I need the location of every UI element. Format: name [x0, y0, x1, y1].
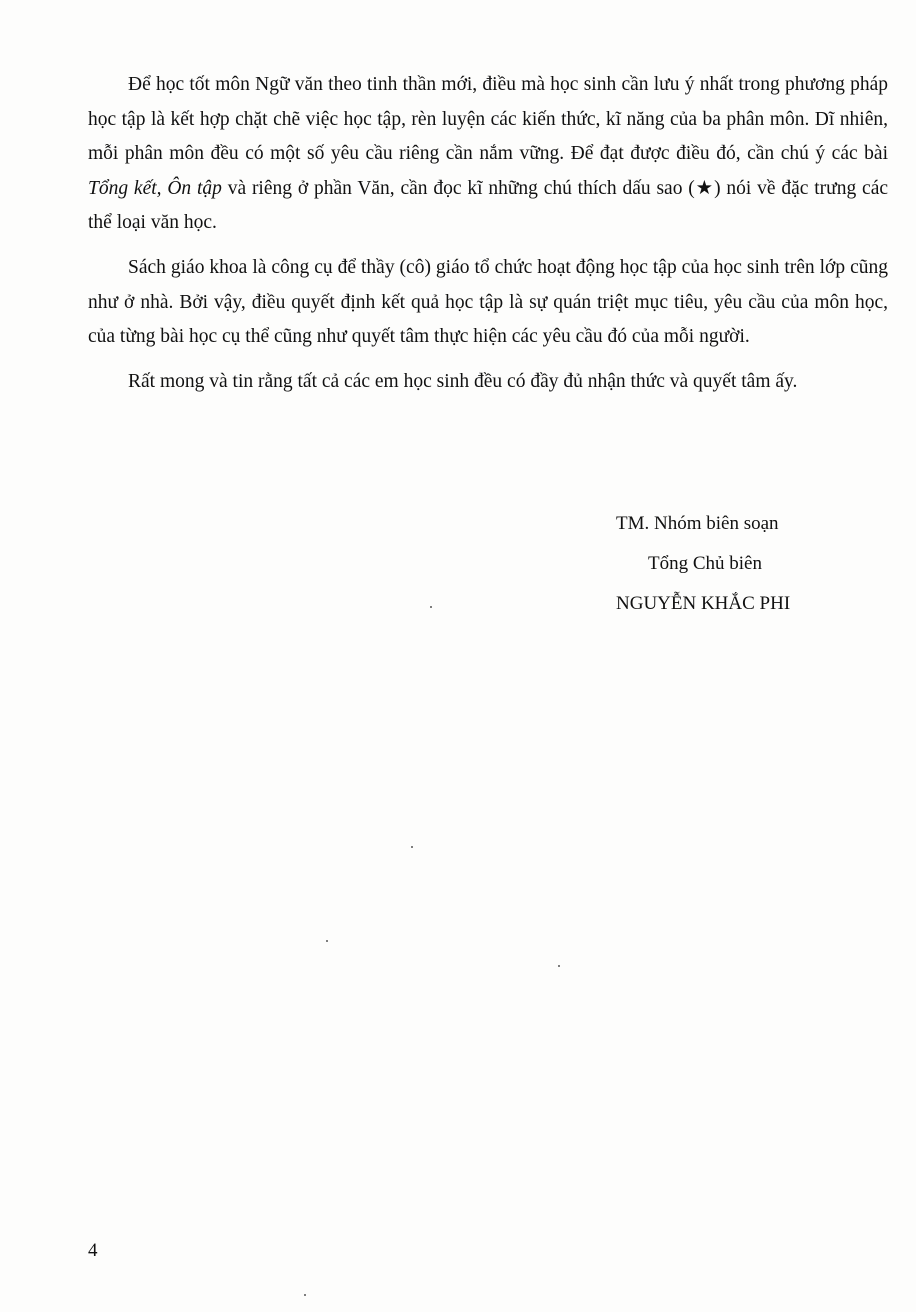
- signature-block: [560, 504, 880, 624]
- scan-speck: [304, 1294, 306, 1296]
- paragraph-1: [88, 68, 888, 241]
- scan-speck: [558, 965, 560, 967]
- page-number: 4: [88, 1240, 98, 1261]
- paragraph-3: Rất mong và tin rằng tất cả các em học sinh đều có đầy đủ nhận thức và quyết tâm ấy.: [128, 370, 798, 392]
- paragraph-1-italic-titles: Tổng kết, Ôn tập: [88, 177, 222, 199]
- body-text: [88, 68, 888, 409]
- scan-speck: [411, 846, 413, 848]
- paragraph-1-text-end: và riêng ở phần Văn, cần đọc kĩ những chú thích dấu sao (★) nói về đặc trưng các thể loại văn học.: [88, 177, 889, 234]
- paragraph-2: Sách giáo khoa là công cụ để thầy (cô) giáo tổ chức hoạt động học tập của học sinh trên lớp cũng như ở nhà. Bởi vậy, điều quyết định kết quả học tập là sự quán triệt mục tiêu, yêu cầu của môn học, của từng bài học cụ thể cũng như quyết tâm thực hiện các yêu cầu đó của mỗi người.: [88, 256, 888, 348]
- paragraph-1-text-start: Để học tốt môn Ngữ văn theo tinh thần mới, điều mà học sinh cần lưu ý nhất trong phương pháp học tập là kết hợp chặt chẽ việc học tập, rèn luyện các kiến thức, kĩ năng của ba phân môn. Dĩ nhiên, mỗi phân môn đều có một số yêu cầu riêng cần nắm vững. Để đạt được điều đó, cần chú ý các bài: [88, 74, 888, 165]
- scan-speck: [430, 606, 432, 608]
- scan-speck: [326, 940, 328, 942]
- signature-name: NGUYỄN KHẮC PHI: [616, 593, 791, 614]
- signature-group: TM. Nhóm biên soạn: [616, 513, 779, 534]
- signature-role: Tổng Chủ biên: [648, 553, 762, 574]
